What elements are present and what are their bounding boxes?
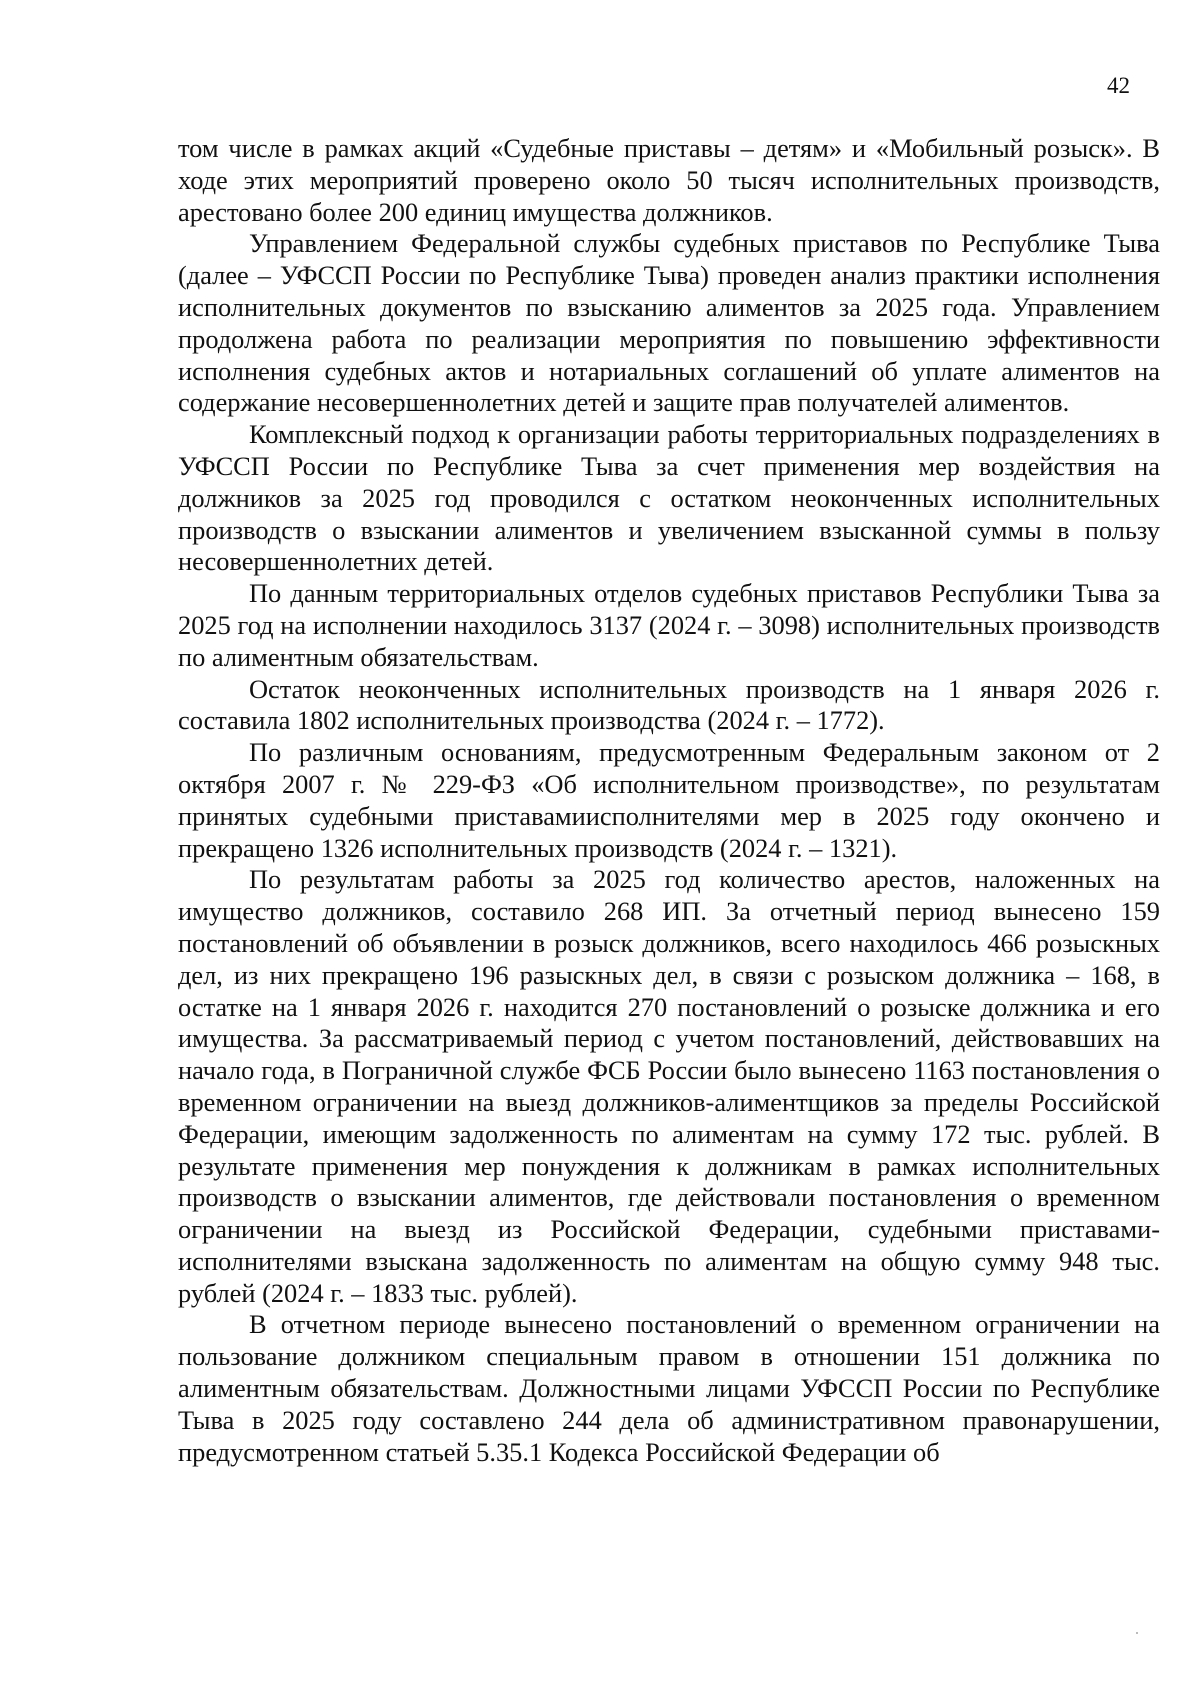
paragraph: Остаток неоконченных исполнительных производств на 1 января 2026 г. составила 1802 исполнительных производства (2024 г. – 1772). <box>178 673 1160 736</box>
document-body <box>178 133 1160 1468</box>
page-number: 42 <box>1107 73 1130 98</box>
paragraph-continuation: том числе в рамках акций «Судебные приставы – детям» и «Мобильный розыск». В ходе этих мероприятий проверено около 50 тысяч исполнительных производств, арестовано более 200 единиц имущества должников. <box>178 133 1160 227</box>
paragraph: В отчетном периоде вынесено постановлений о временном ограничении на пользование должником специальным правом в отношении 151 должника по алиментным обязательствам. Должностными лицами УФССП России по Республике Тыва в 2025 году составлено 244 дела об административном правонарушении, предусмотренном статьей 5.35.1 Кодекса Российской Федерации об <box>178 1309 1160 1467</box>
paragraph: По данным территориальных отделов судебных приставов Республики Тыва за 2025 год на исполнении находилось 3137 (2024 г. – 3098) исполнительных производств по алиментным обязательствам. <box>178 578 1160 672</box>
scan-speck <box>1136 1632 1138 1634</box>
paragraph: Управлением Федеральной службы судебных приставов по Республике Тыва (далее – УФССП России по Республике Тыва) проведен анализ практики исполнения исполнительных документов по взысканию алиментов за 2025 года. Управлением продолжена работа по реализации мероприятия по повышению эффективности исполнения судебных актов и нотариальных соглашений об уплате алиментов на содержание несовершеннолетних детей и защите прав получателей алиментов. <box>178 228 1160 418</box>
paragraph: Комплексный подход к организации работы территориальных подразделениях в УФССП России по Республике Тыва за счет применения мер воздействия на должников за 2025 год проводился с остатком неоконченных исполнительных производств о взыскании алиментов и увеличением взысканной суммы в пользу несовершеннолетних детей. <box>178 419 1160 577</box>
paragraph: По различным основаниям, предусмотренным Федеральным законом от 2 октября 2007 г. № 229-ФЗ «Об исполнительном производстве», по результатам принятых судебными приставамиисполнителями мер в 2025 году окончено и прекращено 1326 исполнительных производств (2024 г. – 1321). <box>178 737 1160 863</box>
paragraph: По результатам работы за 2025 год количество арестов, наложенных на имущество должников, составило 268 ИП. За отчетный период вынесено 159 постановлений об объявлении в розыск должников, всего находилось 466 розыскных дел, из них прекращено 196 разыскных дел, в связи с розыском должника – 168, в остатке на 1 января 2026 г. находится 270 постановлений о розыске должника и его имущества. За рассматриваемый период с учетом постановлений, действовавших на начало года, в Пограничной службе ФСБ России было вынесено 1163 постановления о временном ограничении на выезд должников-алиментщиков за пределы Российской Федерации, имеющим задолженность по алиментам на сумму 172 тыс. рублей. В результате применения мер понуждения к должникам в рамках исполнительных производств о взыскании алиментов, где действовали постановления о временном ограничении на выезд из Российской Федерации, судебными приставами-исполнителями взыскана задолженность по алиментам на общую сумму 948 тыс. рублей (2024 г. – 1833 тыс. рублей). <box>178 864 1160 1308</box>
